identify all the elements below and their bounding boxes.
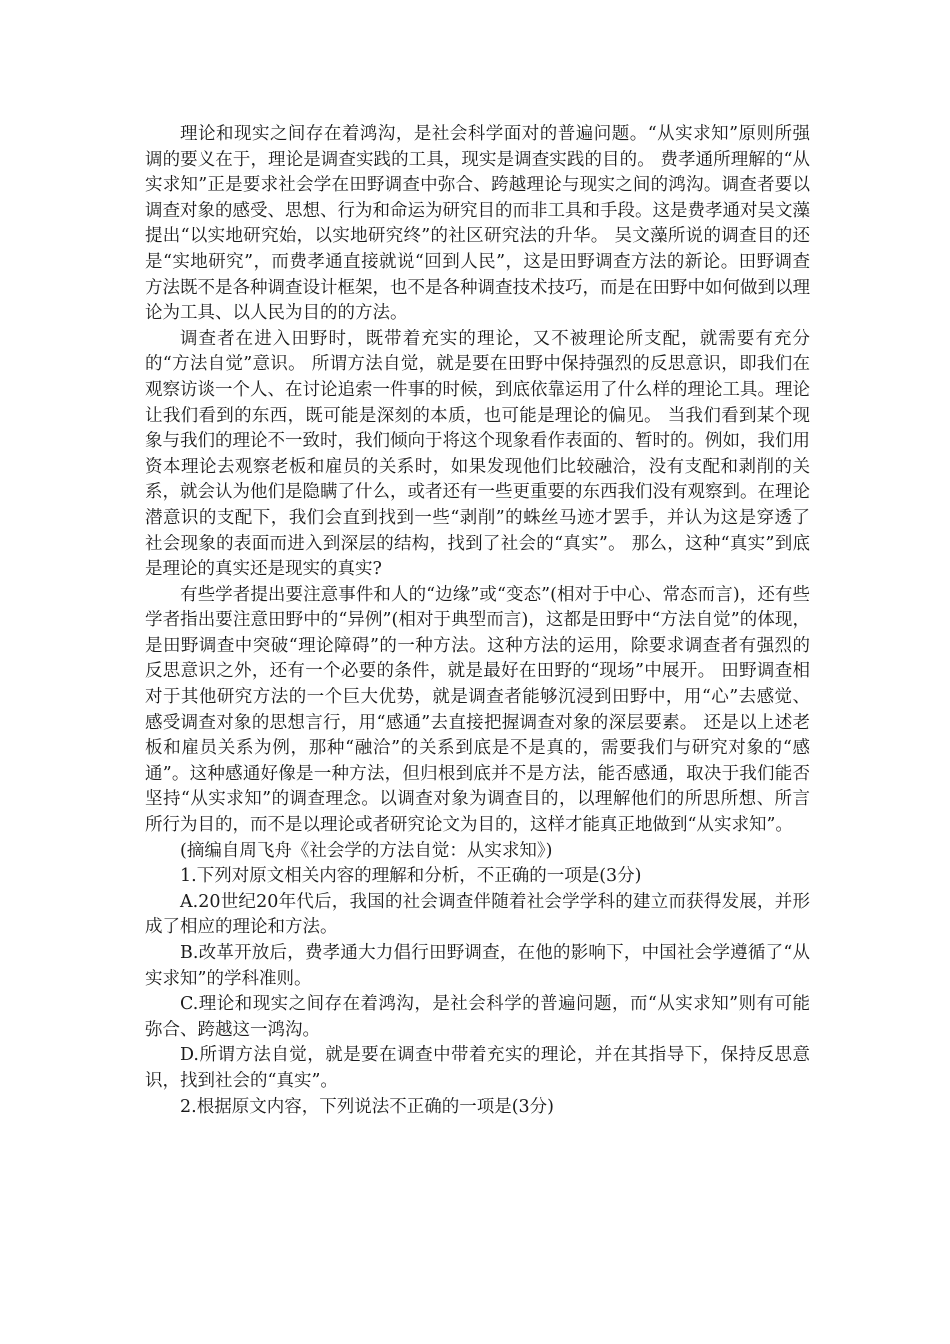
question-1-option-c: C.理论和现实之间存在着鸿沟，是社会科学的普遍问题，而“从实求知”则有可能弥合、跨越这一鸿沟。 xyxy=(145,994,810,1040)
passage-paragraph-3: 有些学者提出要注意事件和人的“边缘”或“变态”(相对于中心、常态而言)，还有些学者指出要注意田野中的“异例”(相对于典型而言)，这都是田野中“方法自觉”的体现，是田野调查中突破“理论障碍”的一种方法。这种方法的运用，除要求调查者有强烈的反思意识之外，还有一个必要的条件，就是最好在田野的“现场”中展开。 田野调查相对于其他研究方法的一个巨大优势，就是调查者能够沉浸到田野中，用“心”去感觉、感受调查对象的思想言行，用“感通”去直接把握调查对象的深层要素。 还是以上述老板和雇员关系为例，那种“融洽”的关系到底是不是真的，需要我们与研究对象的“感通”。这种感通好像是一种方法，但归根到底并不是方法，能否感通，取决于我们能否坚持“从实求知”的调查理念。以调查对象为调查目的，以理解他们的所思所想、所言所行为目的，而不是以理论或者研究论文为目的，这样才能真正地做到“从实求知”。 xyxy=(145,584,810,836)
question-1-option-b: B.改革开放后，费孝通大力倡行田野调查，在他的影响下，中国社会学遵循了“从实求知”的学科准则。 xyxy=(145,943,810,989)
question-1-option-d: D.所谓方法自觉，就是要在调查中带着充实的理论，并在其指导下，保持反思意识，找到社会的“真实”。 xyxy=(145,1045,810,1091)
passage-paragraph-2: 调查者在进入田野时，既带着充实的理论，又不被理论所支配，就需要有充分的“方法自觉”意识。 所谓方法自觉，就是要在田野中保持强烈的反思意识，即我们在观察访谈一个人、在讨论追索一件事的时候，到底依靠运用了什么样的理论工具。理论让我们看到的东西，既可能是深刻的本质，也可能是理论的偏见。 当我们看到某个现象与我们的理论不一致时，我们倾向于将这个现象看作表面的、暂时的。例如，我们用资本理论去观察老板和雇员的关系时，如果发现他们比较融洽，没有支配和剥削的关系，就会认为他们是隐瞒了什么，或者还有一些更重要的东西我们没有观察到。在理论潜意识的支配下，我们会直到找到一些“剥削”的蛛丝马迹才罢手，并认为这是穿透了社会现象的表面而进入到深层的结构，找到了社会的“真实”。 那么，这种“真实”到底是理论的真实还是现实的真实? xyxy=(145,328,810,580)
exam-page xyxy=(145,122,810,1120)
question-2-stem: 2.根据原文内容，下列说法不正确的一项是(3分) xyxy=(180,1096,554,1117)
question-1-option-a: A.20世纪20年代后，我国的社会调查伴随着社会学学科的建立而获得发展，并形成了相应的理论和方法。 xyxy=(145,891,810,938)
passage-source: (摘编自周飞舟《社会学的方法自觉：从实求知》) xyxy=(180,840,553,861)
question-1-stem: 1.下列对原文相关内容的理解和分析，不正确的一项是(3分) xyxy=(180,866,642,887)
passage-paragraph-1: 理论和现实之间存在着鸿沟，是社会科学面对的普遍问题。“从实求知”原则所强调的要义在于，理论是调查实践的工具，现实是调查实践的目的。 费孝通所理解的“从实求知”正是要求社会学在田野调查中弥合、跨越理论与现实之间的鸿沟。调查者要以调查对象的感受、思想、行为和命运为研究目的而非工具和手段。这是费孝通对吴文藻提出“以实地研究始，以实地研究终”的社区研究法的升华。 吴文藻所说的调查目的还是“实地研究”，而费孝通直接就说“回到人民”，这是田野调查方法的新论。田野调查方法既不是各种调查设计框架，也不是各种调查技术技巧，而是在田野中如何做到以理论为工具、以人民为目的的方法。 xyxy=(145,124,810,324)
